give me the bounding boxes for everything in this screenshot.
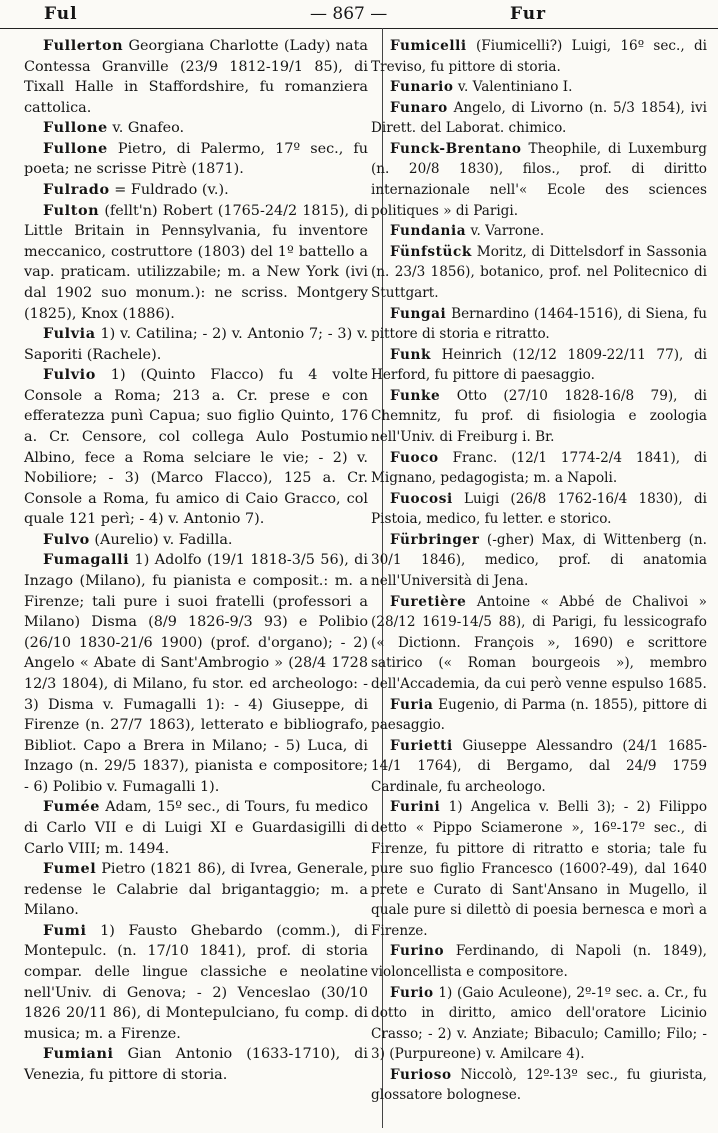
entry-text: v. Varrone. [466,223,545,240]
dictionary-entry [371,695,707,736]
entry-text: Antoine « Abbé de Chalivoi » (28/12 1619-14/5 88), di Parigi, fu lessicografo (« Dictionn. François », 1690) e scrittore satirico (« Roman bourgeois »), membro dell'Accademia, da cui però venne espulso 1685. [371,593,707,692]
dictionary-entry [371,139,707,221]
entry-headword: Furioso [390,1066,452,1083]
entry-headword: Fürbringer [390,531,480,548]
entry-headword: Fumel [43,860,97,878]
dictionary-entry [371,530,707,592]
entry-headword: Funario [390,79,454,96]
dictionary-entry [24,180,368,201]
header-right-guide-word: Fur [510,4,547,24]
entry-text: Heinrich (12/12 1809-22/11 77), di Herford, fu pittore di paesaggio. [371,346,707,384]
entry-headword: Funk [390,346,431,363]
entry-headword: Fullone [43,139,108,157]
dictionary-entry [371,98,707,139]
entry-text: Franc. (12/1 1774-2/4 1841), di Mignano, pedagogista; m. a Napoli. [371,449,707,487]
dictionary-entry [24,797,368,859]
dictionary-entry [371,489,707,530]
entry-text: Gian Antonio (1633-1710), di Venezia, fu pittore di storia. [24,1046,368,1083]
dictionary-entry [371,386,707,448]
entry-headword: Fumiani [43,1045,114,1063]
header-left-guide-word: Ful [44,4,78,24]
dictionary-entry [371,983,707,1065]
entry-text: 1) v. Catilina; - 2) v. Antonio 7; - 3) v. Saporiti (Rachele). [24,326,368,363]
entry-headword: Fulvo [43,530,90,548]
entry-text: Pietro, di Palermo, 17º sec., fu poeta; ne scrisse Pitrè (1871). [24,140,368,178]
entry-text: Adam, 15º sec., di Tours, fu medico di Carlo VII e di Luigi XI e Guardasigilli di Carlo VIII; m. 1494. [24,799,368,857]
dictionary-entry [371,941,707,982]
entry-text: 1) (Quinto Flacco) fu 4 volte Console a Roma; 213 a. Cr. prese e con efferatezza punì Capua; suo figlio Quinto, 176 a. Cr. Censore, col collega Aulo Postumio Albino, fece a Roma selciare le vie; - 2) v. Nobiliore; - 3) (Marco Flacco), 125 a. Cr. Console a Roma, fu amico di Caio Gracco, col quale 121 perì; - 4) v. Antonio 7). [24,367,368,528]
entry-text: 1) (Gaio Aculeone), 2º-1º sec. a. Cr., fu dotto in diritto, amico dell'oratore Licinio Crasso; - 2) v. Anziate; Bibaculo; Camillo; Filo; - 3) (Purpureone) v. Amilcare 4). [371,984,707,1063]
entry-text: (Fiumicelli?) Luigi, 16º sec., di Treviso, fu pittore di storia. [371,38,707,75]
entry-headword: Fumi [43,921,87,939]
entry-headword: Funke [390,387,441,404]
entry-headword: Fumée [43,798,100,816]
dictionary-entry [24,36,368,118]
entry-text: v. Valentiniano I. [453,79,573,96]
entry-text: v. Gnafeo. [107,120,185,137]
entry-text: Theophile, di Luxemburg (n. 20/8 1830), filos., prof. di diritto internazionale nell'« Ecole des sciences politiques » di Parigi. [371,140,707,219]
entry-headword: Furino [390,943,445,960]
dictionary-entry [371,345,707,386]
dictionary-entry [24,921,368,1044]
dictionary-entry [24,201,368,324]
entry-text: 1) Adolfo (19/1 1818-3/5 56), di Inzago (Milano), fu pianista e composit.: m. a Firenze; tali pure i suoi fratelli (professori a Milano) Disma (8/9 1826-9/3 93) e Polibio (26/10 1830-21/6 1900) (prof. d'organo); - 2) Angelo « Abate di Sant'Ambrogio » (28/4 1728 12/3 1804), di Milano, fu stor. ed archeologo: - 3) Disma v. Fumagalli 1): - 4) Giuseppe, di Firenze (n. 27/7 1863), letterato e bibliografo, Bibliot. Capo a Brera in Milano; - 5) Luca, di Inzago (n. 29/5 1837), pianista e compositore; - 6) Polibio v. Fumagalli 1). [24,552,368,795]
dictionary-entry [24,530,368,551]
entry-text: (Aurelio) v. Fadilla. [89,531,233,548]
entry-headword: Fullerton [43,37,124,54]
entry-headword: Furini [390,799,441,816]
entry-text: = Fuldrado (v.). [109,182,229,199]
dictionary-entry [371,304,707,345]
dictionary-entry [371,221,707,242]
entry-headword: Fuoco [390,449,439,466]
entry-text: Otto (27/10 1828-16/8 79), di Chemnitz, fu prof. di fisiologia e zoologia nell'Univ. di Freiburg i. Br. [371,387,707,445]
entry-text: Pietro (1821 86), di Ivrea, Generale, redense le Calabrie dal brigantaggio; m. a Milano. [24,861,368,919]
entry-headword: Fumagalli [43,551,130,569]
entry-headword: Furia [390,696,434,713]
entry-headword: Fungai [390,305,447,322]
running-header [0,0,718,29]
entry-headword: Fünfstück [390,243,472,260]
dictionary-entry [24,118,368,139]
entry-headword: Furio [390,984,434,1001]
dictionary-entry [371,1065,707,1106]
entry-headword: Funck-Brentano [390,140,522,157]
entry-headword: Furietti [390,737,453,754]
entry-text: Luigi (26/8 1762-16/4 1830), di Pistoia, medico, fu letter. e storico. [371,490,707,528]
entry-text: Bernardino (1464-1516), di Siena, fu pittore di storia e ritratto. [371,305,707,343]
dictionary-entry [371,448,707,489]
dictionary-entry [371,736,707,798]
dictionary-entry [24,550,368,797]
entry-text: 1) Fausto Ghebardo (comm.), di Montepulc. (n. 17/10 1841), prof. di storia compar. delle lingue classiche e neolatine nell'Univ. di Genova; - 2) Venceslao (30/10 1826 20/11 86), di Montepulciano, fu comp. di musica; m. a Firenze. [24,922,368,1042]
dictionary-entry [24,324,368,365]
entry-headword: Fuocosi [390,490,453,507]
dictionary-entry [24,859,368,921]
dictionary-entry [24,1044,368,1085]
entry-text: Moritz, di Dittelsdorf in Sassonia (n. 23/3 1856), botanico, prof. nel Politecnico di Stuttgart. [371,243,707,301]
entry-headword: Funaro [390,99,448,116]
page-number: — 867 — [310,4,388,24]
left-column [24,36,368,1085]
dictionary-entry [371,592,707,695]
right-column [371,36,707,1106]
entry-headword: Fumicelli [390,38,467,54]
entry-text: Niccolò, 12º-13º sec., fu giurista, glossatore bolognese. [371,1066,707,1104]
entry-headword: Fulvio [43,366,96,384]
dictionary-entry [24,365,368,530]
entry-text: Eugenio, di Parma (n. 1855), pittore di paesaggio. [371,696,707,734]
dictionary-entry [371,797,707,941]
entry-text: Angelo, di Livorno (n. 5/3 1854), ivi Dirett. del Laborat. chimico. [371,99,707,137]
dictionary-entry [371,36,707,77]
entry-headword: Furetière [390,593,467,610]
entry-text: Ferdinando, di Napoli (n. 1849), violoncellista e compositore. [371,943,707,981]
entry-text: Georgiana Charlotte (Lady) nata Contessa Granville (23/9 1812-19/1 85), di Tixall Halle in Staffordshire, fu romanziera cattolica. [24,38,368,116]
dictionary-entry [371,242,707,304]
entry-text: 1) Angelica v. Belli 3); - 2) Filippo detto « Pippo Sciamerone », 16º-17º sec., di Firenze, fu pittore di ritratto e storia; tale fu pure suo figlio Francesco (1600?-49), dal 1640 prete e Curato di Sant'Ansano in Mugello, il quale pure si dilettò di poesia bernesca e morì a Firenze. [371,799,707,939]
entry-text: Giuseppe Alessandro (24/1 1685-14/1 1764), di Bergamo, dal 24/9 1759 Cardinale, fu archeologo. [371,737,707,795]
entry-headword: Fullone [43,119,108,137]
entry-headword: Fulvia [43,325,96,343]
entry-headword: Fulrado [43,181,110,199]
dictionary-entry [371,77,707,98]
entry-text: (fellt'n) Robert (1765-24/2 1815), di Little Britain in Pennsylvania, fu inventore meccanico, costruttore (1803) del 1º battello a vap. praticam. utilizzabile; m. a New York (ivi dal 1902 suo monum.): ne scriss. Montgery (1825), Knox (1886). [24,202,368,322]
entry-headword: Fulton [43,201,100,219]
entry-text: (-gher) Max, di Wittenberg (n. 30/1 1846), medico, prof. di anatomia nell'Università di Jena. [371,531,707,590]
dictionary-entry [24,139,368,180]
entry-headword: Fundania [390,223,467,240]
